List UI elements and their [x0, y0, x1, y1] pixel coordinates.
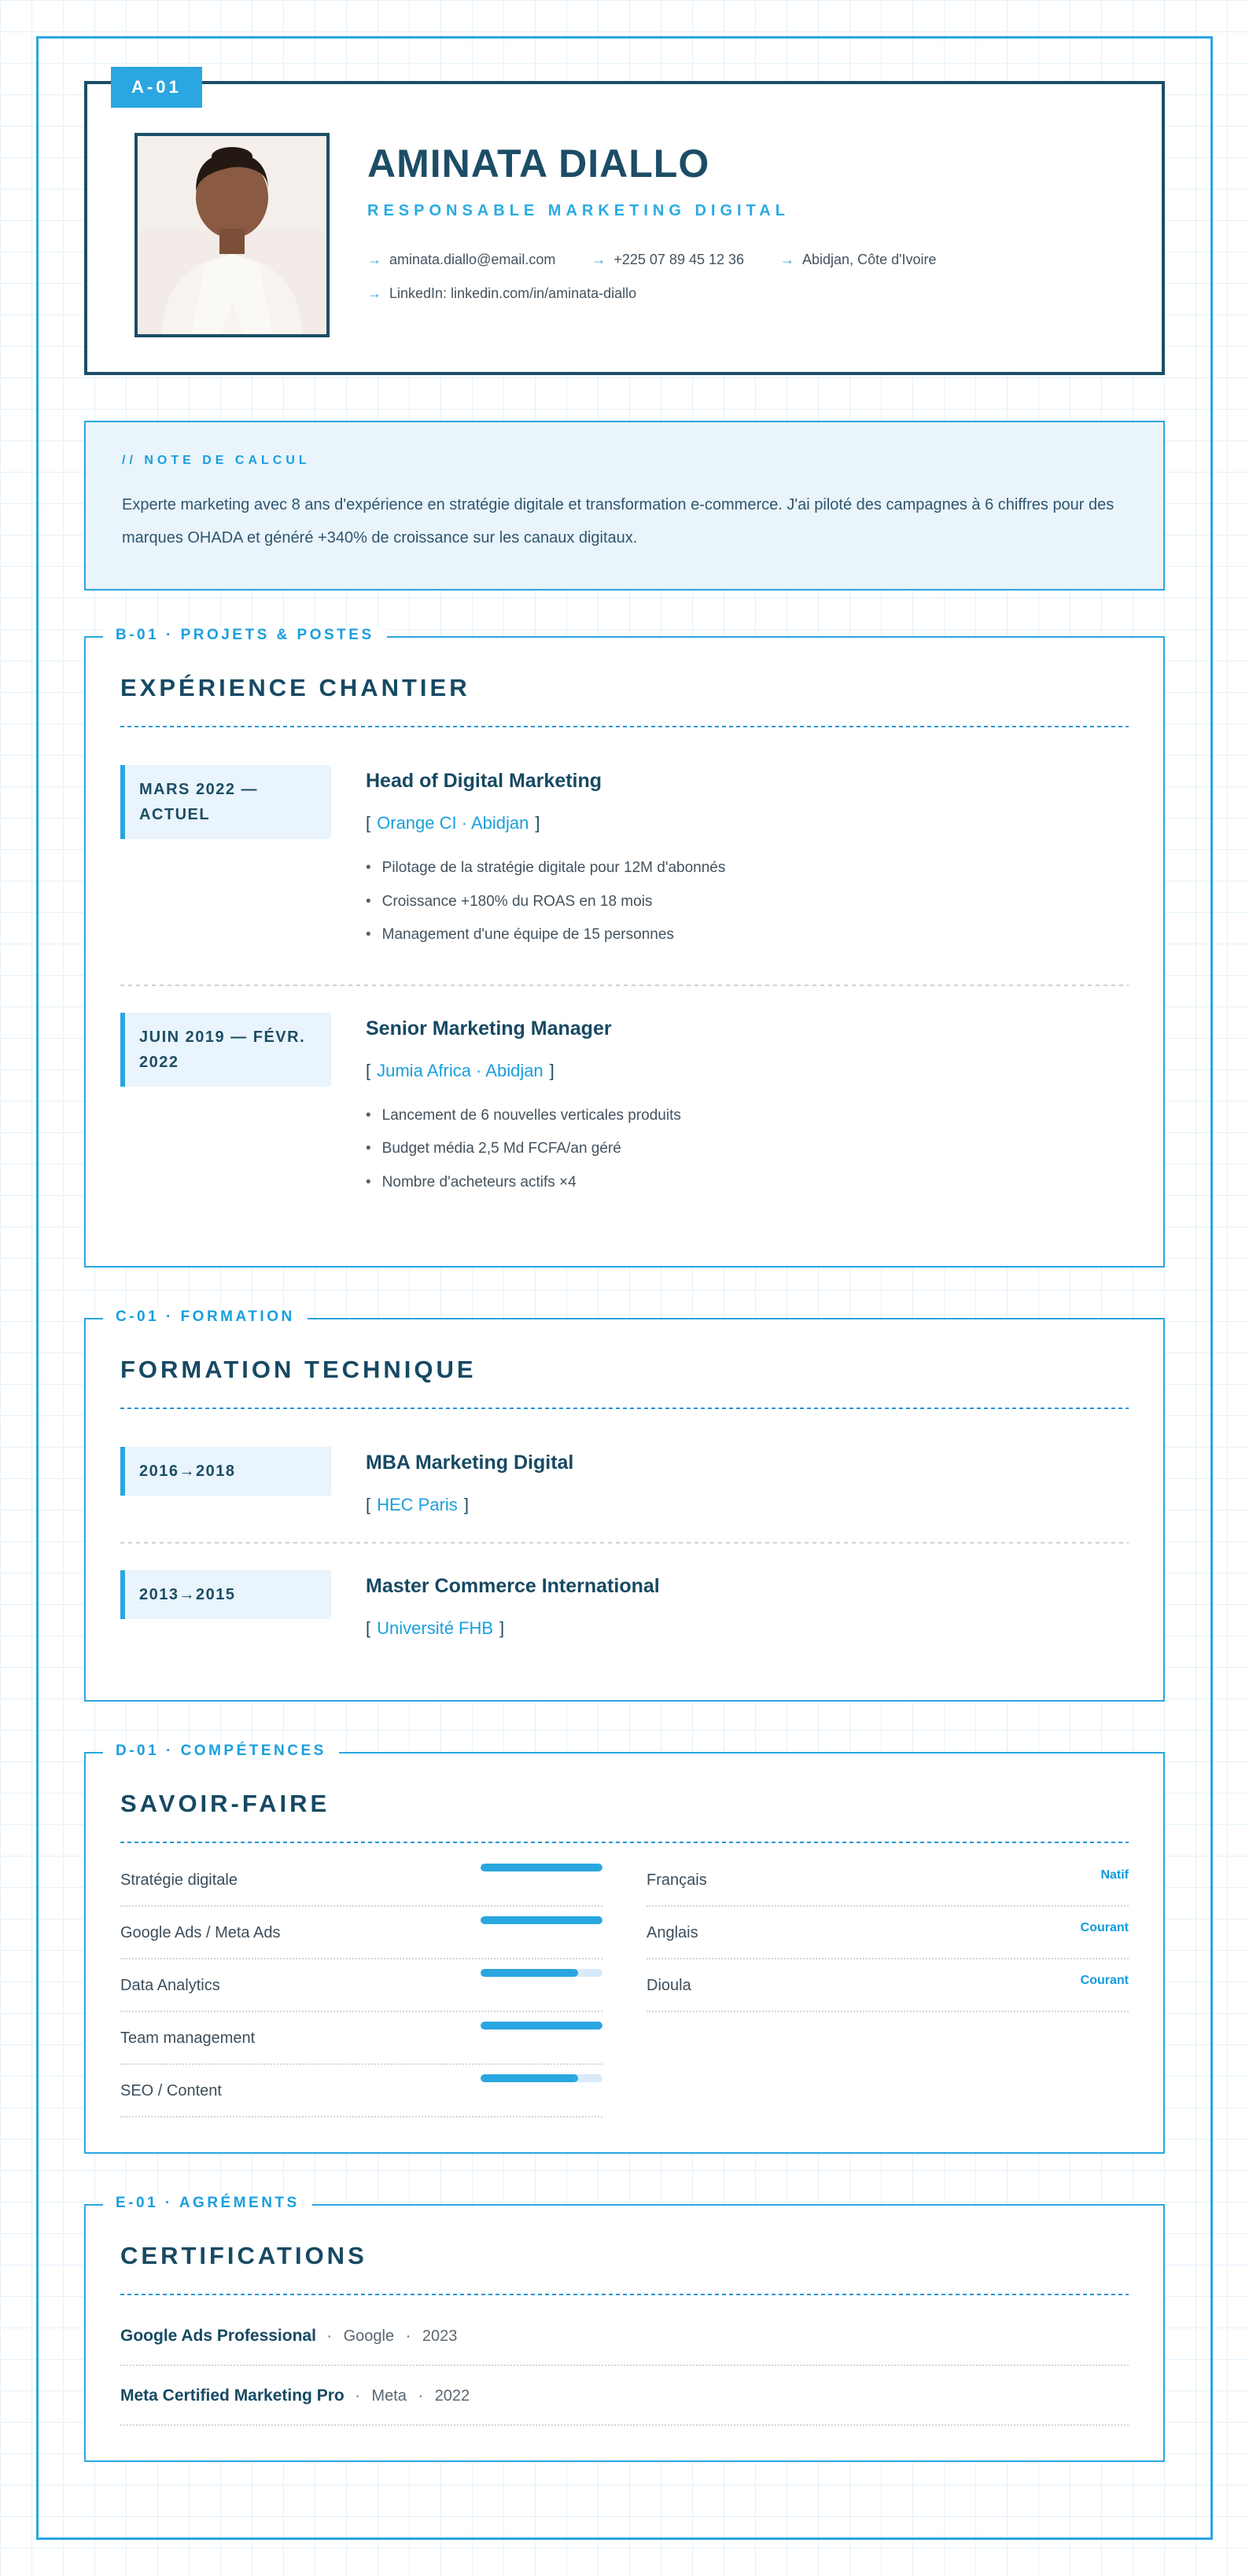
person-name: AMINATA DIALLO	[367, 142, 710, 186]
experience-entry	[120, 986, 1129, 1232]
bullet-text: Croissance +180% du ROAS en 18 mois	[381, 892, 653, 910]
date-chip: 2016→2018	[120, 1447, 331, 1496]
skill-label: Data Analytics	[120, 1977, 220, 1995]
section-skills-heading: SAVOIR-FAIRE	[120, 1790, 330, 1818]
contact-row	[367, 285, 1122, 302]
skill-level-fill	[481, 1969, 578, 1977]
bracket-close: ]	[499, 1618, 505, 1639]
bullet-text: Budget média 2,5 Md FCFA/an géré	[381, 1140, 621, 1157]
list-item	[366, 1172, 1129, 1194]
formation-entry-body	[366, 1447, 1129, 1515]
list-item	[366, 924, 1129, 946]
language-row	[647, 1854, 1129, 1907]
experience-entry-body	[366, 1013, 1129, 1205]
bullet-text: Pilotage de la stratégie digitale pour 12M d'abonnés	[381, 859, 726, 876]
bracket-open: [	[366, 1495, 371, 1515]
skill-level-bar	[481, 2074, 602, 2082]
section-experience-legend: B-01 · PROJETS & POSTES	[103, 627, 387, 644]
org-line	[366, 813, 1129, 834]
separator-dot: ·	[355, 2387, 360, 2405]
section-formation-legend: C-01 · FORMATION	[103, 1308, 308, 1326]
formation-entry	[120, 1420, 1129, 1542]
achievement-list	[366, 857, 1129, 946]
section-divider	[120, 1408, 1129, 1409]
bullet-icon: •	[366, 859, 371, 876]
skills-grid	[120, 1854, 1129, 2118]
org-link[interactable]: Orange CI · Abidjan	[377, 813, 529, 833]
job-title: Head of Digital Marketing	[366, 770, 602, 792]
org-line	[366, 1061, 1129, 1081]
separator-dot: ·	[326, 2328, 333, 2346]
list-item	[366, 1105, 1129, 1127]
separator-dot: ·	[405, 2328, 411, 2346]
bullet-icon: •	[366, 926, 371, 944]
date-chip: 2013→2015	[120, 1570, 331, 1619]
language-level: Courant	[1080, 1920, 1129, 1934]
section-skills	[84, 1742, 1165, 2154]
degree-title: Master Commerce International	[366, 1575, 660, 1598]
skill-level-bar	[481, 1969, 602, 1977]
header-badge: A-01	[111, 67, 202, 108]
contact-linkedin	[367, 285, 636, 302]
language-label: Anglais	[647, 1924, 698, 1942]
job-title: Senior Marketing Manager	[366, 1017, 612, 1040]
bullet-icon: •	[366, 1140, 371, 1157]
bullet-text: Management d'une équipe de 15 personnes	[381, 926, 674, 944]
arrow-icon: →	[780, 252, 795, 267]
skill-level-fill	[481, 1916, 602, 1924]
contact-linkedin-text: LinkedIn: linkedin.com/in/aminata-diallo	[389, 285, 637, 301]
language-label: Dioula	[647, 1977, 691, 1995]
bracket-close: ]	[549, 1060, 554, 1080]
list-item	[366, 891, 1129, 913]
org-link[interactable]: HEC Paris	[377, 1495, 458, 1515]
profile-photo	[134, 133, 330, 337]
org-line	[366, 1495, 1129, 1515]
summary-note	[84, 421, 1165, 591]
section-skills-legend: D-01 · COMPÉTENCES	[103, 1742, 339, 1760]
language-level: Natif	[1100, 1868, 1129, 1882]
certification-year: 2022	[434, 2387, 470, 2405]
contact-block	[367, 252, 1122, 302]
language-label: Français	[647, 1871, 707, 1890]
skill-label: Google Ads / Meta Ads	[120, 1924, 281, 1942]
skill-row	[120, 1854, 602, 1907]
section-experience-heading: EXPÉRIENCE CHANTIER	[120, 674, 470, 701]
header-card	[84, 77, 1165, 375]
experience-entry-body	[366, 765, 1129, 958]
language-row	[647, 1960, 1129, 2012]
section-divider	[120, 2294, 1129, 2295]
org-line	[366, 1618, 1129, 1639]
note-label: // NOTE DE CALCUL	[122, 454, 311, 467]
section-certifications-heading: CERTIFICATIONS	[120, 2242, 367, 2270]
certification-row	[120, 2306, 1129, 2366]
certification-year: 2023	[422, 2328, 458, 2346]
skill-row	[120, 2012, 602, 2065]
certification-issuer: Meta	[371, 2387, 407, 2405]
skill-label: Team management	[120, 2030, 256, 2048]
contact-location	[780, 252, 937, 268]
section-divider	[120, 726, 1129, 727]
contact-location-text: Abidjan, Côte d'Ivoire	[802, 252, 937, 267]
bullet-icon: •	[366, 892, 371, 910]
bracket-open: [	[366, 1060, 371, 1080]
page-content	[39, 39, 1210, 2512]
section-certifications-legend: E-01 · AGRÉMENTS	[103, 2195, 312, 2212]
skill-label: Stratégie digitale	[120, 1871, 238, 1890]
bracket-open: [	[366, 1618, 371, 1639]
skill-row	[120, 1960, 602, 2012]
section-experience	[84, 627, 1165, 1268]
language-level: Courant	[1080, 1973, 1129, 1987]
formation-entry-body	[366, 1570, 1129, 1639]
bracket-close: ]	[463, 1495, 469, 1515]
arrow-icon: →	[591, 252, 606, 267]
separator-dot: ·	[418, 2387, 424, 2405]
certification-name: Meta Certified Marketing Pro	[120, 2386, 344, 2405]
degree-title: MBA Marketing Digital	[366, 1452, 574, 1474]
arrow-icon: →	[367, 285, 381, 301]
date-chip: JUIN 2019 — FÉVR. 2022	[120, 1013, 331, 1087]
certification-name: Google Ads Professional	[120, 2327, 316, 2346]
section-formation	[84, 1308, 1165, 1702]
certification-issuer: Google	[343, 2328, 395, 2346]
skill-label: SEO / Content	[120, 2082, 222, 2100]
section-formation-heading: FORMATION TECHNIQUE	[120, 1356, 477, 1384]
section-divider	[120, 1842, 1129, 1843]
achievement-list	[366, 1105, 1129, 1194]
language-row	[647, 1907, 1129, 1960]
bracket-open: [	[366, 813, 371, 833]
contact-row	[367, 252, 1122, 268]
formation-entry	[120, 1544, 1129, 1665]
certification-meta	[319, 2328, 457, 2345]
skill-row	[120, 1907, 602, 1960]
contact-email	[367, 252, 555, 268]
note-text: Experte marketing avec 8 ans d'expérience en stratégie digitale et transformation e-commerce. J'ai piloté des campagnes à 6 chiffres pour des marques OHADA et généré +340% de croissance sur les canaux digitaux.	[122, 496, 1115, 546]
experience-entry	[120, 738, 1129, 984]
skill-level-bar	[481, 2022, 602, 2030]
skill-level-fill	[481, 2074, 578, 2082]
contact-phone	[591, 252, 744, 268]
bullet-text: Nombre d'acheteurs actifs ×4	[381, 1173, 577, 1190]
languages-column	[647, 1854, 1129, 2118]
org-link[interactable]: Jumia Africa · Abidjan	[377, 1060, 543, 1080]
skill-level-fill	[481, 2022, 602, 2030]
list-item	[366, 857, 1129, 879]
contact-phone-text: +225 07 89 45 12 36	[613, 252, 745, 267]
arrow-icon: →	[367, 252, 381, 267]
list-item	[366, 1138, 1129, 1160]
skill-row	[120, 2065, 602, 2118]
section-certifications	[84, 2195, 1165, 2462]
skill-level-fill	[481, 1864, 602, 1871]
header-info	[367, 133, 1122, 319]
bullet-icon: •	[366, 1173, 371, 1190]
bullet-icon: •	[366, 1106, 371, 1124]
certification-row	[120, 2366, 1129, 2426]
skills-column	[120, 1854, 602, 2118]
person-title: RESPONSABLE MARKETING DIGITAL	[367, 202, 790, 219]
date-chip: MARS 2022 — ACTUEL	[120, 765, 331, 839]
bullet-text: Lancement de 6 nouvelles verticales produits	[381, 1106, 681, 1124]
org-link[interactable]: Université FHB	[377, 1618, 494, 1639]
skill-level-bar	[481, 1916, 602, 1924]
certification-meta	[348, 2387, 470, 2405]
bracket-close: ]	[535, 813, 540, 833]
contact-email-text: aminata.diallo@email.com	[389, 252, 556, 267]
skill-level-bar	[481, 1864, 602, 1871]
